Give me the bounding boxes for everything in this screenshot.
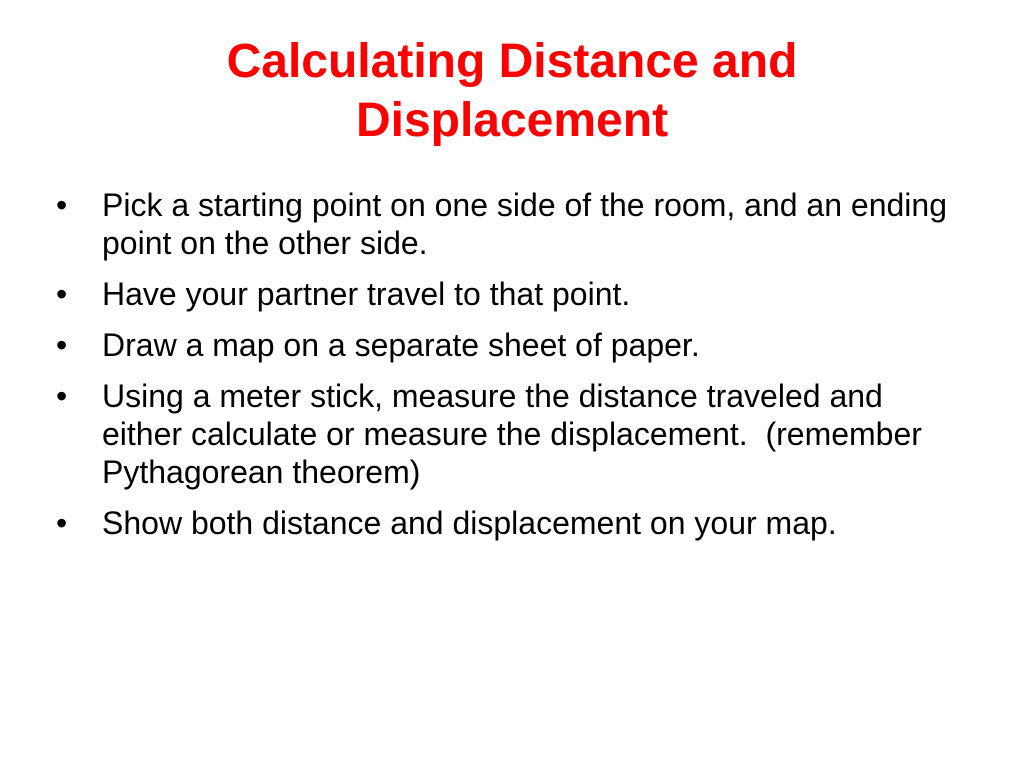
bullet-icon: • [56, 276, 68, 312]
list-item [56, 504, 956, 542]
bullet-icon: • [56, 327, 68, 363]
list-item [56, 275, 956, 313]
bullet-text: Draw a map on a separate sheet of paper. [102, 327, 700, 363]
bullet-icon: • [56, 187, 68, 223]
slide-title: Calculating Distance and Displacement [226, 35, 798, 147]
list-item [56, 186, 956, 262]
bullet-icon: • [56, 505, 68, 541]
bullet-text: Have your partner travel to that point. [102, 276, 631, 312]
bullet-icon: • [56, 378, 68, 414]
list-item [56, 326, 956, 364]
list-item [56, 377, 956, 491]
bullet-text: Show both distance and displacement on your map. [102, 505, 837, 541]
bullet-text: Pick a starting point on one side of the room, and an ending point on the other side. [102, 187, 947, 261]
bullet-text: Using a meter stick, measure the distance traveled and either calculate or measure the displacement. (remember Pythagorean theorem) [102, 378, 931, 490]
bullet-list [56, 186, 956, 555]
